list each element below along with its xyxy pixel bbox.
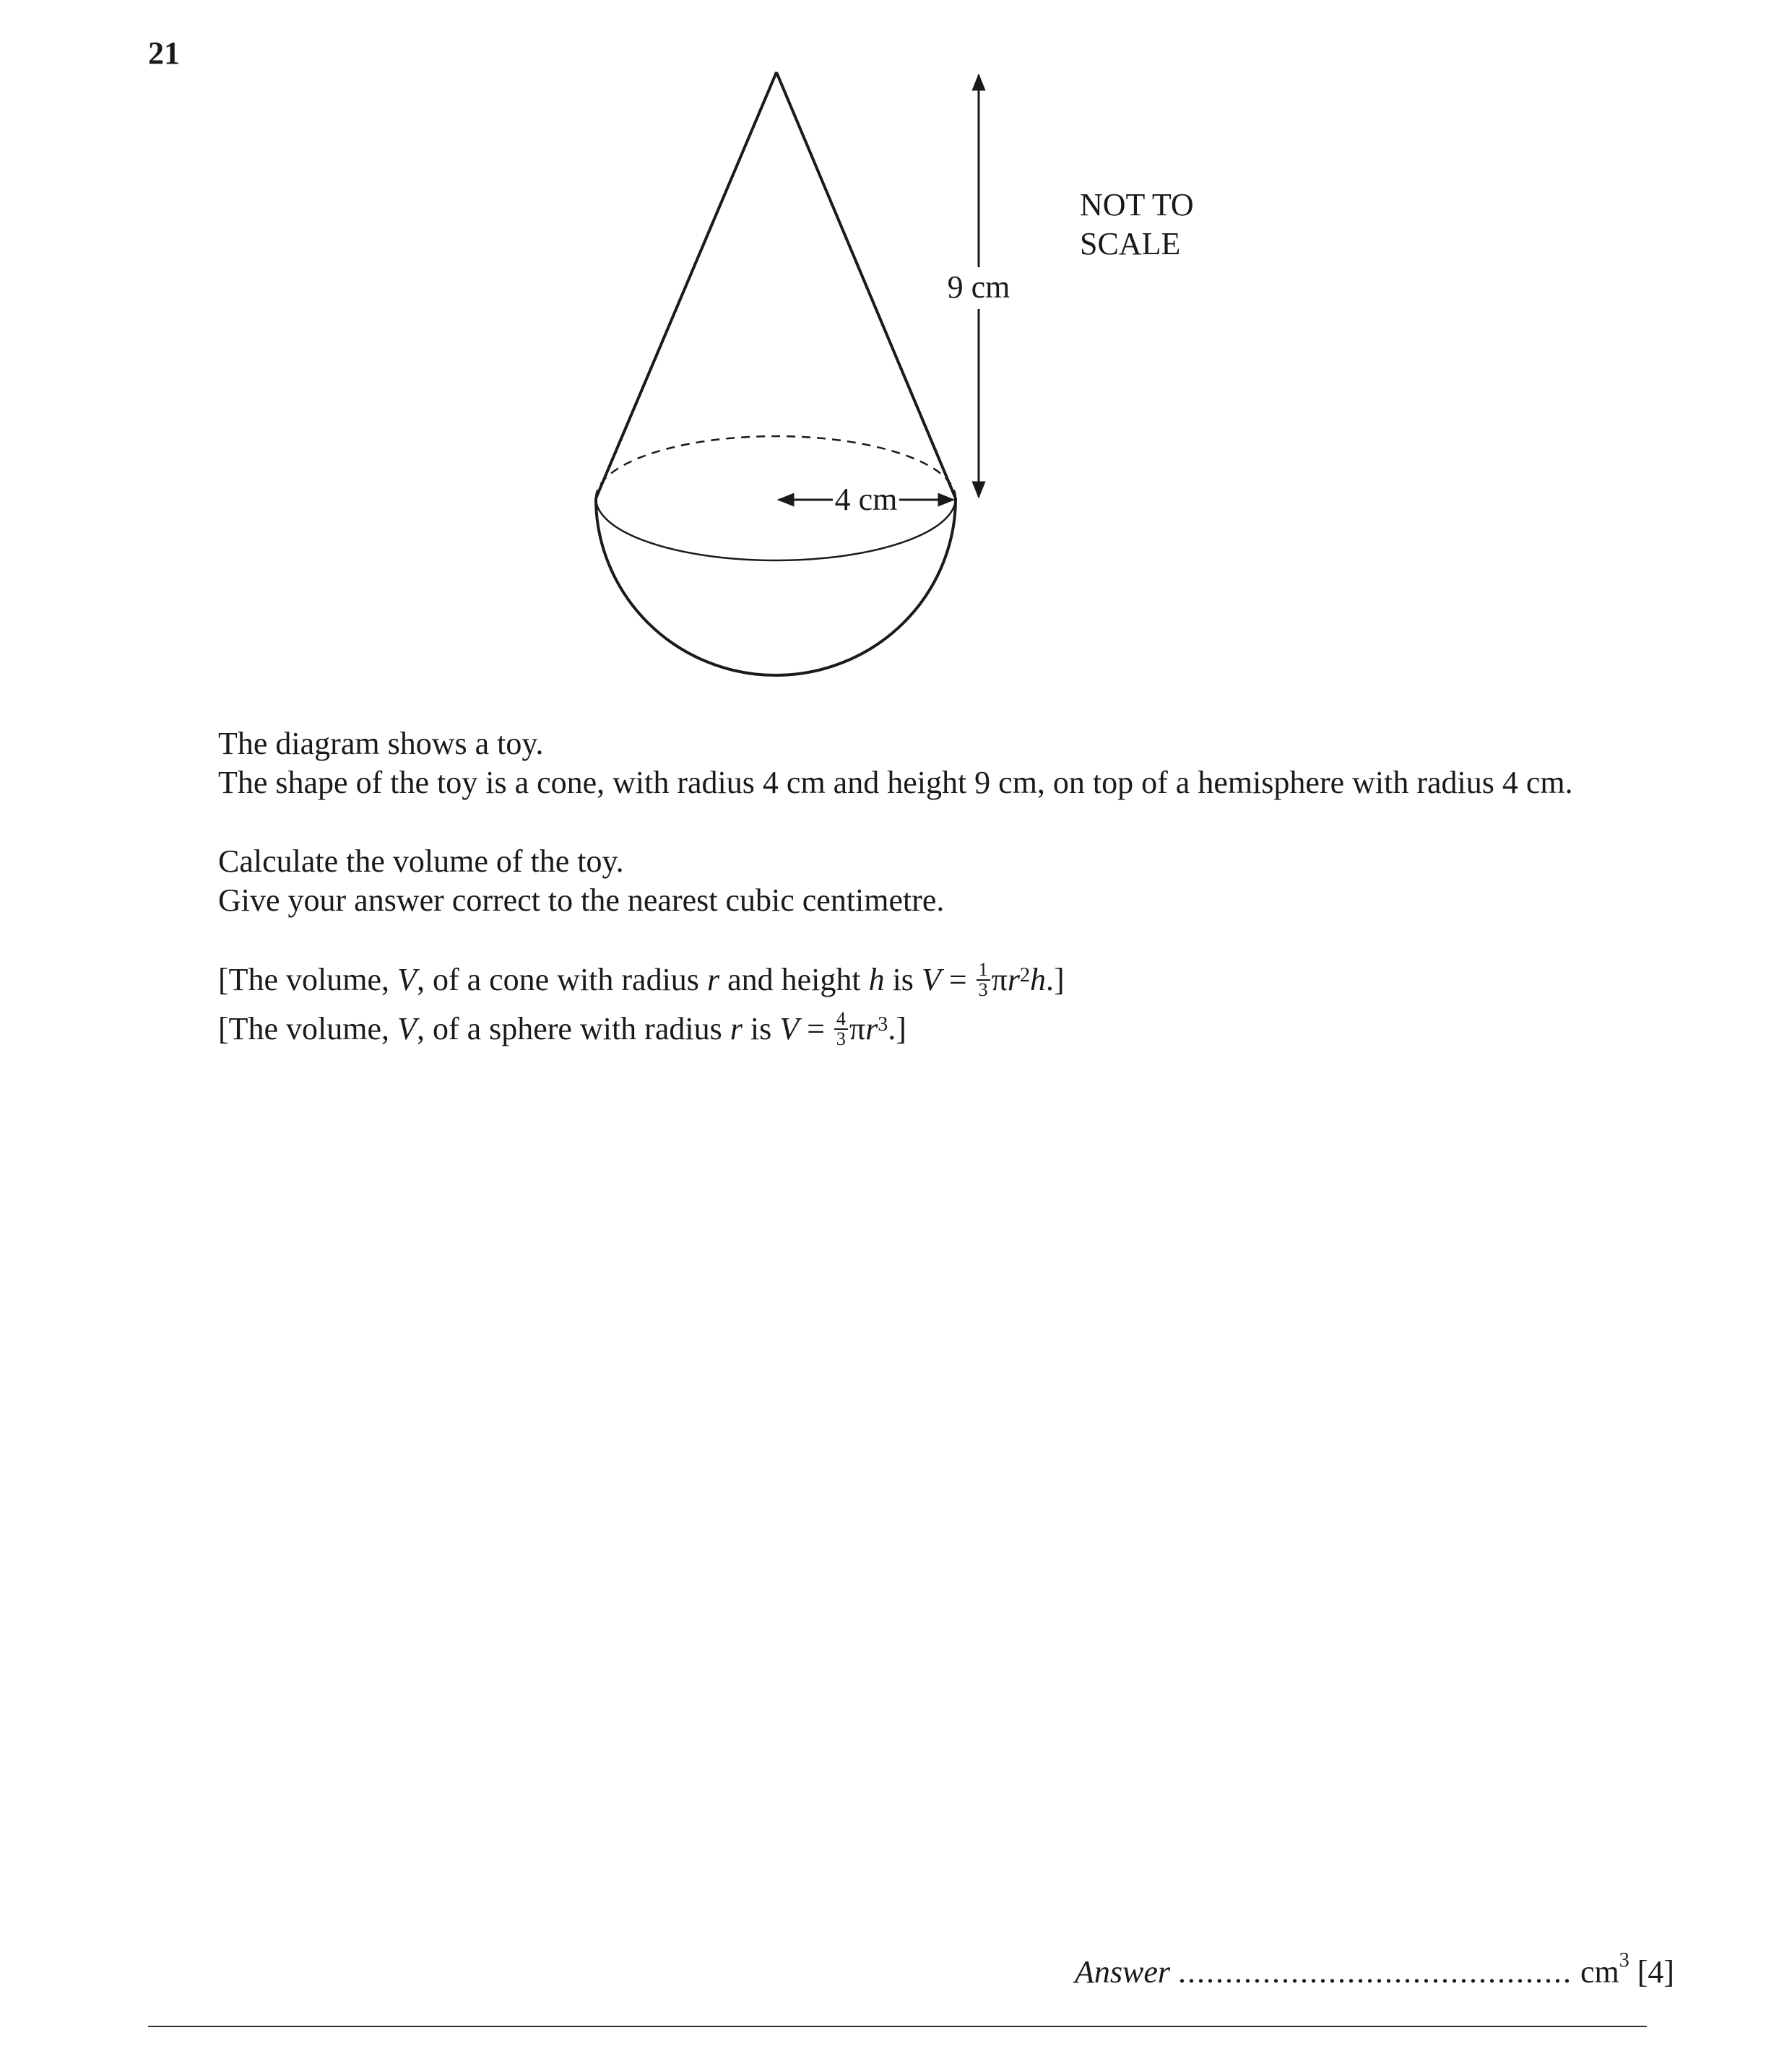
scale-note-line1: NOT TO bbox=[1080, 187, 1194, 222]
answer-label: Answer bbox=[1075, 1954, 1170, 1990]
answer-unit: $cm^3$ bbox=[1580, 1949, 1629, 1990]
answer-field[interactable]: .......................................... bbox=[1178, 1954, 1572, 1990]
fraction-one-third: $\frac{1}{3}$ bbox=[977, 961, 990, 1000]
fraction-four-thirds: $\frac{4}{3}$ bbox=[834, 1010, 848, 1049]
page-divider bbox=[148, 2026, 1647, 2027]
scale-note-line2: SCALE bbox=[1080, 226, 1181, 261]
marks: [4] bbox=[1637, 1954, 1675, 1990]
answer-line bbox=[1075, 1949, 1675, 1990]
cone-volume-formula: [The volume, V, of a cone with radius r and height h is V = $\frac{1}{3}$ $\pi r^2h$.] bbox=[218, 958, 1065, 1000]
shape-description: The shape of the toy is a cone, with radius 4 cm and height 9 cm, on top of a hemisphere with radius 4 cm. bbox=[218, 765, 1573, 800]
base-front-ellipse bbox=[596, 498, 956, 560]
cone-hemisphere-diagram bbox=[0, 0, 1792, 722]
height-label: 9 cm bbox=[947, 269, 1010, 305]
radius-label: 4 cm bbox=[834, 482, 898, 517]
hemisphere-outline bbox=[596, 498, 956, 675]
sphere-volume-formula: [The volume, V, of a sphere with radius r is V = $\frac{4}{3}$ $\pi r^3$.] bbox=[218, 1007, 906, 1049]
cone-right-edge bbox=[776, 72, 956, 498]
instruction-calculate: Calculate the volume of the toy. bbox=[218, 844, 624, 879]
base-back-dashed bbox=[596, 436, 956, 498]
cone-left-edge bbox=[596, 72, 776, 498]
intro-line: The diagram shows a toy. bbox=[218, 726, 544, 761]
question-number: 21 bbox=[148, 35, 180, 71]
instruction-rounding: Give your answer correct to the nearest cubic centimetre. bbox=[218, 883, 945, 918]
